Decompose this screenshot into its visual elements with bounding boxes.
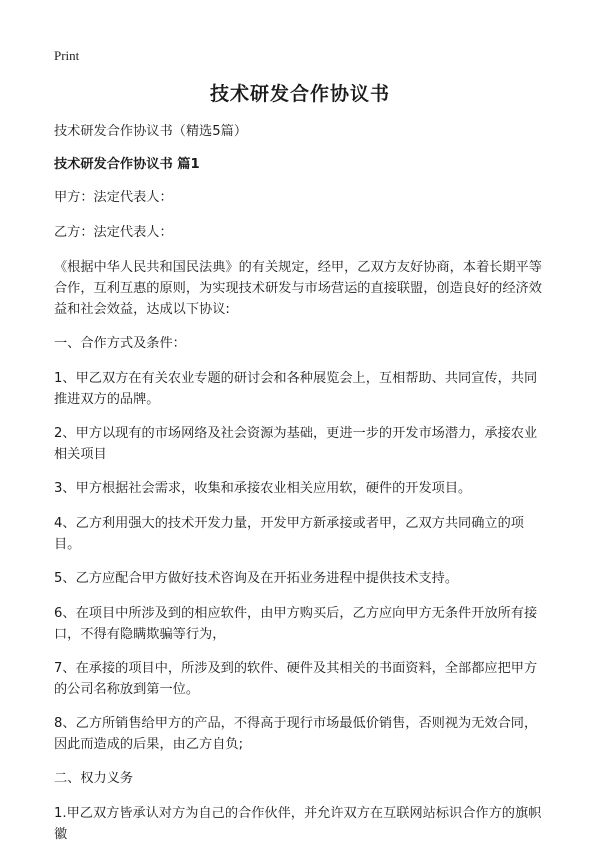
clause-item-4: 4、乙方利用强大的技术开发力量，开发甲方新承接或者甲，乙双方共同确立的项目。 — [54, 516, 524, 552]
clause-item-6: 6、在项目中所涉及到的相应软件，由甲方购买后，乙方应向甲方无条件开放所有接口，不得有隐瞒欺骗等行为， — [54, 606, 538, 642]
rights-item-1: 1.甲乙双方皆承认对方为自己的合作伙伴，并允许双方在互联网站标识合作方的旗帜徽 — [54, 806, 542, 842]
clause-item-8: 8、乙方所销售给甲方的产品，不得高于现行市场最低价销售，否则视为无效合同，因此而造成的后果，由乙方自负; — [54, 716, 538, 752]
section-heading: 技术研发合作协议书 篇1 — [54, 157, 200, 172]
clause-item-7: 7、在承接的项目中，所涉及到的软件、硬件及其相关的书面资料，全部都应把甲方的公司名称放到第一位。 — [54, 661, 538, 697]
clause-heading-rights: 二、权力义务 — [54, 771, 134, 786]
document-body — [54, 121, 548, 858]
document-title: 技术研发合作协议书 — [209, 83, 390, 105]
print-link[interactable]: Print — [54, 48, 80, 63]
clause-item-5: 5、乙方应配合甲方做好技术咨询及在开拓业务进程中提供技术支持。 — [54, 571, 459, 586]
party-a-line: 甲方：法定代表人： — [54, 190, 173, 205]
clause-item-3: 3、甲方根据社会需求，收集和承接农业相关应用软，硬件的开发项目。 — [54, 481, 472, 496]
preamble-paragraph: 《根据中华人民共和国民法典》的有关规定，经甲，乙双方友好协商，本着长期平等合作，互利互惠的原则，为实现技术研发与市场营运的直接联盟，创造良好的经济效益和社会效益，达成以下协议: — [54, 260, 542, 317]
clause-heading-cooperation: 一、合作方式及条件： — [54, 336, 186, 351]
clause-item-2: 2、甲方以现有的市场网络及社会资源为基础，更进一步的开发市场潜力，承接农业相关项目 — [54, 426, 538, 462]
document-subtitle: 技术研发合作协议书（精选5篇） — [54, 124, 248, 139]
clause-item-1: 1、甲乙双方在有关农业专题的研讨会和各种展览会上，互相帮助、共同宣传，共同推进双方的品牌。 — [54, 371, 538, 407]
party-b-line: 乙方：法定代表人： — [54, 225, 173, 240]
